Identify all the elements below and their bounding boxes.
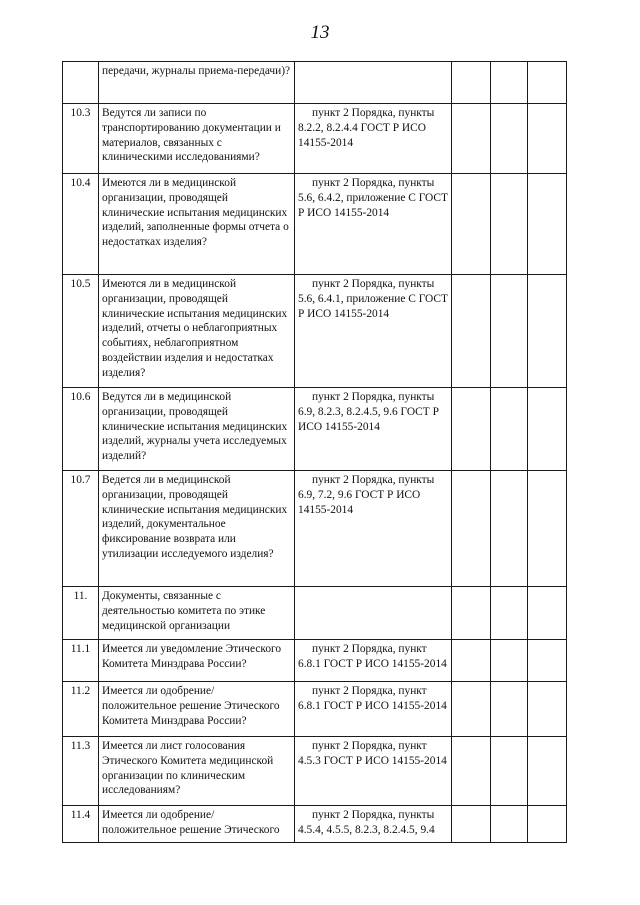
reference-text: пункт 2 Порядка, пункты 5.6, 6.4.2, приложение С ГОСТ Р ИСО 14155-2014	[295, 174, 452, 275]
answer-na-cell[interactable]	[528, 174, 567, 275]
row-number: 11.1	[63, 640, 99, 682]
answer-na-cell[interactable]	[528, 806, 567, 843]
reference-text: пункт 2 Порядка, пункты 5.6, 6.4.1, приложение С ГОСТ Р ИСО 14155-2014	[295, 275, 452, 388]
answer-yes-cell[interactable]	[452, 682, 491, 737]
answer-na-cell[interactable]	[528, 587, 567, 640]
table-row	[63, 587, 567, 640]
reference-text: пункт 2 Порядка, пункты 6.9, 7.2, 9.6 ГОСТ Р ИСО 14155-2014	[295, 471, 452, 587]
question-text: Документы, связанные с деятельностью комитета по этике медицинской организации	[99, 587, 295, 640]
answer-no-cell[interactable]	[491, 471, 528, 587]
question-text: Ведутся ли записи по транспортированию документации и материалов, связанных с клиническими исследованиями?	[99, 104, 295, 174]
answer-na-cell[interactable]	[528, 388, 567, 471]
table-row	[63, 471, 567, 587]
question-text: Ведутся ли в медицинской организации, проводящей клинические испытания медицинских изделий, журналы учета исследуемых изделий?	[99, 388, 295, 471]
answer-no-cell[interactable]	[491, 174, 528, 275]
answer-no-cell[interactable]	[491, 388, 528, 471]
question-text: передачи, журналы приема-передачи)?	[99, 62, 295, 104]
answer-yes-cell[interactable]	[452, 640, 491, 682]
answer-yes-cell[interactable]	[452, 737, 491, 806]
reference-text: пункт 2 Порядка, пункт 4.5.3 ГОСТ Р ИСО 14155-2014	[295, 737, 452, 806]
row-number: 10.7	[63, 471, 99, 587]
question-text: Имеются ли в медицинской организации, проводящей клинические испытания медицинских изделий, отчеты о неблагоприятных событиях, неблагоприятном воздействии изделия и недостатках изделия?	[99, 275, 295, 388]
row-number: 11.	[63, 587, 99, 640]
reference-text: пункт 2 Порядка, пункт 6.8.1 ГОСТ Р ИСО 14155-2014	[295, 682, 452, 737]
row-number: 10.3	[63, 104, 99, 174]
answer-yes-cell[interactable]	[452, 806, 491, 843]
answer-yes-cell[interactable]	[452, 388, 491, 471]
row-number: 10.4	[63, 174, 99, 275]
table-row	[63, 388, 567, 471]
reference-text: пункт 2 Порядка, пункты 6.9, 8.2.3, 8.2.4.5, 9.6 ГОСТ Р ИСО 14155-2014	[295, 388, 452, 471]
table-row	[63, 104, 567, 174]
answer-no-cell[interactable]	[491, 275, 528, 388]
row-number: 11.3	[63, 737, 99, 806]
answer-yes-cell[interactable]	[452, 174, 491, 275]
question-text: Имеется ли уведомление Этического Комитета Минздрава России?	[99, 640, 295, 682]
answer-na-cell[interactable]	[528, 471, 567, 587]
row-number: 10.5	[63, 275, 99, 388]
table-row	[63, 806, 567, 843]
answer-no-cell[interactable]	[491, 62, 528, 104]
answer-no-cell[interactable]	[491, 806, 528, 843]
answer-na-cell[interactable]	[528, 682, 567, 737]
answer-na-cell[interactable]	[528, 737, 567, 806]
question-text: Имеется ли одобрение/ положительное решение Этического	[99, 806, 295, 843]
reference-text: пункт 2 Порядка, пункты 4.5.4, 4.5.5, 8.2.3, 8.2.4.5, 9.4	[295, 806, 452, 843]
reference-text: пункт 2 Порядка, пункты 8.2.2, 8.2.4.4 ГОСТ Р ИСО 14155-2014	[295, 104, 452, 174]
answer-no-cell[interactable]	[491, 682, 528, 737]
table-row	[63, 174, 567, 275]
checklist-table	[62, 61, 567, 843]
question-text: Ведется ли в медицинской организации, проводящей клинические испытания медицинских изделий, документальное фиксирование возврата или утилизации исследуемого изделия?	[99, 471, 295, 587]
table-row	[63, 640, 567, 682]
answer-no-cell[interactable]	[491, 737, 528, 806]
row-number: 10.6	[63, 388, 99, 471]
answer-yes-cell[interactable]	[452, 471, 491, 587]
answer-yes-cell[interactable]	[452, 104, 491, 174]
reference-text	[295, 62, 452, 104]
answer-na-cell[interactable]	[528, 275, 567, 388]
table-row	[63, 682, 567, 737]
question-text: Имеются ли в медицинской организации, проводящей клинические испытания медицинских изделий, заполненные формы отчета о недостатках изделия?	[99, 174, 295, 275]
reference-text: пункт 2 Порядка, пункт 6.8.1 ГОСТ Р ИСО 14155-2014	[295, 640, 452, 682]
answer-na-cell[interactable]	[528, 104, 567, 174]
question-text: Имеется ли одобрение/ положительное решение Этического Комитета Минздрава России?	[99, 682, 295, 737]
answer-no-cell[interactable]	[491, 104, 528, 174]
answer-no-cell[interactable]	[491, 587, 528, 640]
row-number: 11.4	[63, 806, 99, 843]
row-number	[63, 62, 99, 104]
answer-no-cell[interactable]	[491, 640, 528, 682]
answer-na-cell[interactable]	[528, 62, 567, 104]
answer-na-cell[interactable]	[528, 640, 567, 682]
answer-yes-cell[interactable]	[452, 275, 491, 388]
table-row	[63, 737, 567, 806]
table-row	[63, 62, 567, 104]
row-number: 11.2	[63, 682, 99, 737]
table-row	[63, 275, 567, 388]
answer-yes-cell[interactable]	[452, 587, 491, 640]
answer-yes-cell[interactable]	[452, 62, 491, 104]
page-number: 13	[310, 22, 330, 43]
question-text: Имеется ли лист голосования Этического Комитета медицинской организации по клиническим исследованиям?	[99, 737, 295, 806]
reference-text	[295, 587, 452, 640]
